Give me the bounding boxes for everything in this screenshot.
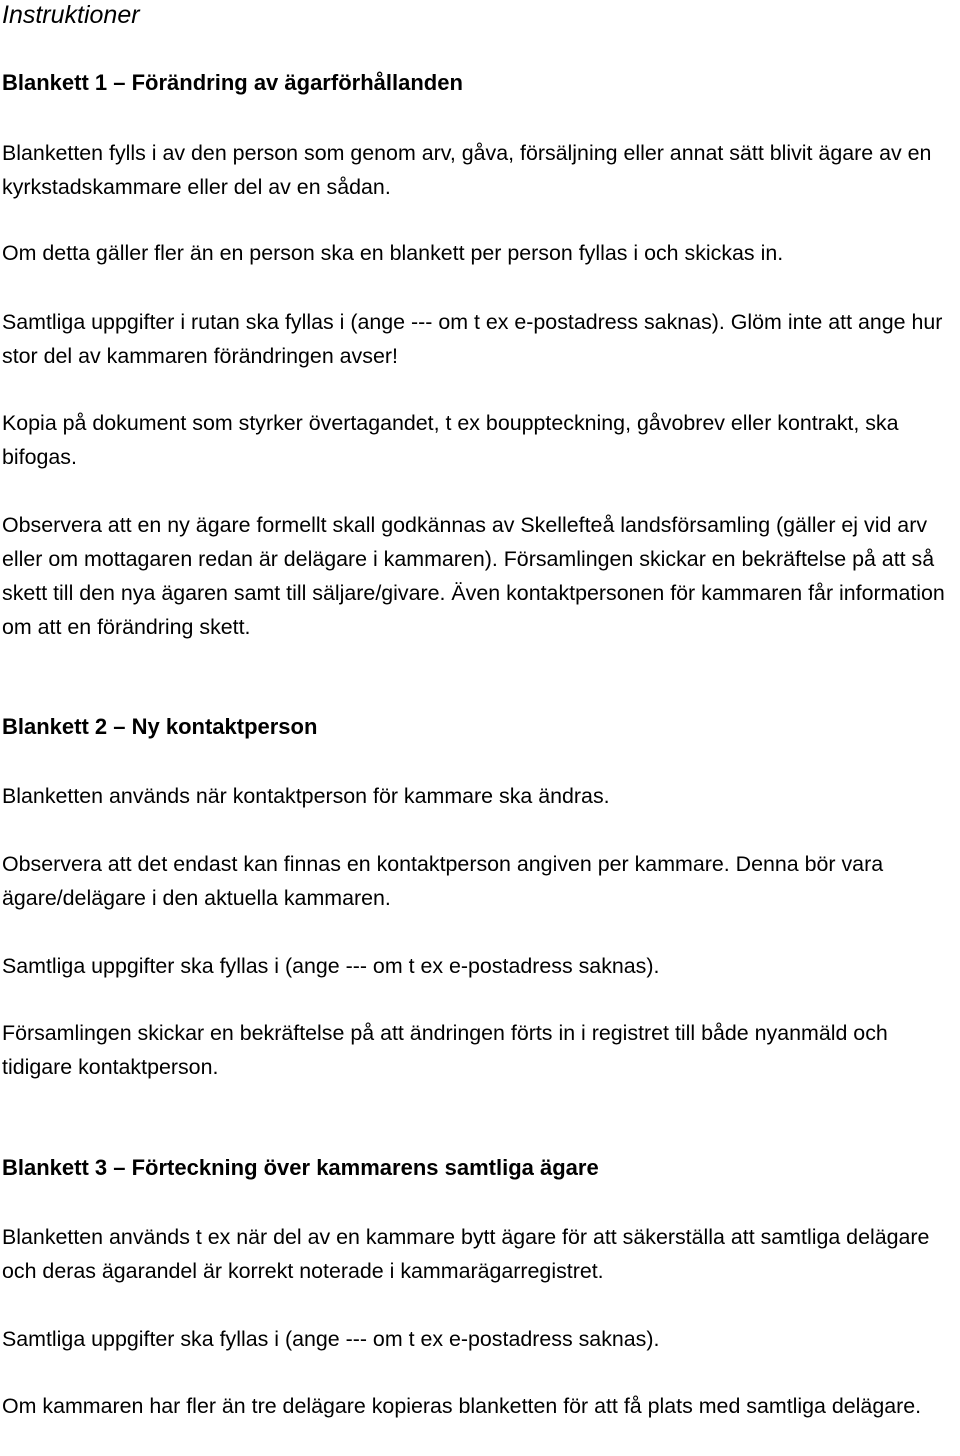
section-1-paragraph: Samtliga uppgifter i rutan ska fyllas i (ange --- om t ex e-postadress saknas). Glöm inte att ange hur stor del av kammaren förändringen avser! — [2, 310, 943, 368]
section-3-paragraph: Blanketten används t ex när del av en kammare bytt ägare för att säkerställa att samtliga delägare och deras ägarandel är korrekt noterade i kammarägarregistret. — [2, 1225, 930, 1283]
section-3-paragraph: Samtliga uppgifter ska fyllas i (ange --- om t ex e-postadress saknas). — [2, 1327, 660, 1351]
section-heading-blankett-1: Blankett 1 – Förändring av ägarförhållanden — [2, 70, 463, 95]
section-3-paragraph: Om kammaren har fler än tre delägare kopieras blanketten för att få plats med samtliga delägare. — [2, 1394, 922, 1418]
section-2-paragraph: Samtliga uppgifter ska fyllas i (ange --- om t ex e-postadress saknas). — [2, 954, 660, 978]
section-1-paragraph: Om detta gäller fler än en person ska en blankett per person fyllas i och skickas in. — [2, 241, 784, 265]
section-2-paragraph: Observera att det endast kan finnas en kontaktperson angiven per kammare. Denna bör vara ägare/delägare i den aktuella kammaren. — [2, 852, 884, 910]
section-heading-blankett-2: Blankett 2 – Ny kontaktperson — [2, 714, 318, 739]
section-2-paragraph: Församlingen skickar en bekräftelse på att ändringen förts in i registret till både nyanmäld och tidigare kontaktperson. — [2, 1021, 888, 1079]
section-heading-blankett-3: Blankett 3 – Förteckning över kammarens samtliga ägare — [2, 1155, 599, 1180]
section-2-paragraph: Blanketten används när kontaktperson för kammare ska ändras. — [2, 784, 610, 808]
document-title: Instruktioner — [2, 1, 140, 29]
section-1-paragraph: Blanketten fylls i av den person som genom arv, gåva, försäljning eller annat sätt blivit ägare av en kyrkstadskammare eller del av en sådan. — [2, 141, 932, 199]
section-1-paragraph: Observera att en ny ägare formellt skall godkännas av Skellefteå landsförsamling (gäller ej vid arv eller om mottagaren redan är delägare i kammaren). Församlingen skickar en bekräftelse på att så skett till den nya ägaren samt till säljare/givare. Även kontaktpersonen för kammaren får information om att en förändring skett. — [2, 513, 945, 639]
section-1-paragraph: Kopia på dokument som styrker övertagandet, t ex bouppteckning, gåvobrev eller kontrakt, ska bifogas. — [2, 411, 899, 469]
